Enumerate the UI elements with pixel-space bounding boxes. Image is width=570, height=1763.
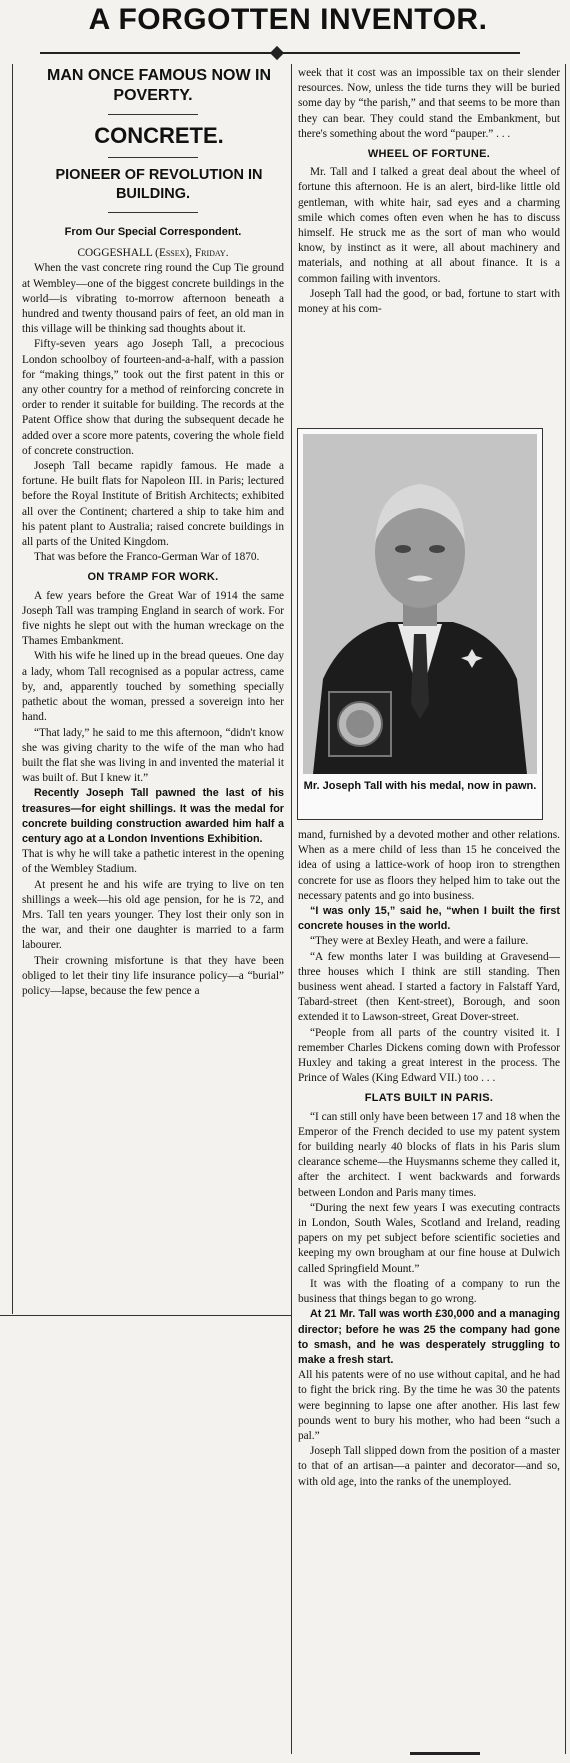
portrait-photo — [303, 434, 537, 774]
paragraph: That is why he will take a pathetic interest in the opening of the Wembley Stadium. — [22, 848, 284, 876]
center-column-rule — [291, 64, 292, 1754]
paragraph: week that it cost was an impossible tax on their slender resources. Now, unless the tide turns they will be buried some day by “the parish,” and that seems to be more than they can bear. They could stand the Embankment, but there's something about the word “pauper.” . . . — [298, 67, 560, 140]
paragraph: “That lady,” he said to me this afternoon, “didn't know she was giving charity to the wife of the man who had built the flat she was living in and invented the material it was built of. But I knew it.” — [22, 726, 284, 785]
paragraph: mand, furnished by a devoted mother and other relations. When as a mere child of less than 15 he conceived the idea of using a lattice-work of hoop iron to strengthen concrete for use as floors they helped him to take out the necessary patents and go into business. — [298, 829, 560, 902]
bold-paragraph: “I was only 15,” said he, “when I built the first concrete houses in the world. — [298, 905, 560, 933]
right-column-rule — [565, 64, 566, 1754]
byline: From Our Special Correspondent. — [64, 226, 242, 238]
paragraph: When the vast concrete ring round the Cup Tie ground at Wembley—one of the biggest concrete buildings in the world—is vibrating to-morrow afternoon beneath a hundred and twenty thousand pairs of feet, an old man in this village will be thinking sad thoughts about it. — [22, 262, 284, 336]
paragraph: Joseph Tall became rapidly famous. He made a fortune. He built flats for Napoleon III. in Paris; lectured before the Royal Institute of British Architects; exhibited all over the Continent; chartered a ship to take him and his patent plant to Australia; raised concrete buildings in all parts of the United Kingdom. — [22, 460, 284, 549]
deck-divider — [108, 212, 198, 213]
headline: A FORGOTTEN INVENTOR. — [88, 3, 488, 36]
subhead-wheel-of-fortune: WHEEL OF FORTUNE. — [367, 148, 491, 161]
paragraph: “During the next few years I was executing contracts in London, South Wales, Scotland and Ireland, reading papers on my pet subject before scientific societies and keeping my own brougham at our fine house at Dulwich called Springfield Mount.” — [298, 1201, 560, 1275]
dateline: COGGESHALL (Essex), Friday. — [77, 247, 229, 260]
paragraph: At present he and his wife are trying to live on ten shillings a week—his old age pension, for he is 72, and Mrs. Tall ten years younger. They lost their only son in the war, and their one daughter is married to a farm labourer. — [22, 878, 284, 952]
column-right-bottom — [298, 828, 560, 1748]
paragraph: “They were at Bexley Heath, and were a failure. — [310, 935, 529, 948]
paragraph: Mr. Tall and I talked a great deal about the wheel of fortune this afternoon. He is an alert, bird-like little old gentleman, with white hair, sad eyes and a charming smile which comes often even when he has to discuss himself. He struck me as the sort of man who would know, by instinct as it were, all about machinery and materials, and nothing at all about finance. It is a common failing with inventors. — [298, 166, 560, 285]
paragraph: “I can still only have been between 17 and 18 when the Emperor of the French decided to use my patent system for building nearly 40 blocks of flats in his Paris slum clearance scheme—the Huysmanns scheme they called it, after the architect. I went backwards and forwards between London and Paris many times. — [298, 1110, 560, 1199]
subhead-flats-built-in-paris: FLATS BUILT IN PARIS. — [364, 1092, 494, 1105]
bold-paragraph: Recently Joseph Tall pawned the last of his treasures—for eight shillings. It was the medal for concrete building construction awarded him half a century ago at a London Inventions Exhibition. — [22, 787, 284, 845]
deck-pioneer: PIONEER OF REVOLUTION IN BUILDING. — [55, 167, 263, 202]
paragraph: Joseph Tall slipped down from the position of a master to that of an artisan—a painter and decorator—and so, with old age, into the ranks of the unemployed. — [298, 1445, 560, 1488]
paragraph: That was before the Franco-German War of 1870. — [34, 551, 260, 564]
paragraph: It was with the floating of a company to run the business that things began to go wrong. — [298, 1277, 560, 1306]
paragraph: Their crowning misfortune is that they have been obliged to let their tiny life insurance policy—a “burial” policy—lapse, because the few pence a — [22, 954, 284, 997]
photo-frame — [297, 428, 543, 820]
paragraph: With his wife he lined up in the bread queues. One day a lady, whom Tall recognised as a popular actress, came by, and, apparently touched by something specially pathetic about the woman, pressed a sovereign into her hand. — [22, 650, 284, 724]
paragraph: Joseph Tall had the good, or bad, fortune to start with money at his com- — [298, 287, 560, 316]
subhead-on-tramp: ON TRAMP FOR WORK. — [87, 571, 219, 584]
column-right-top — [298, 66, 560, 422]
article-end-rule — [410, 1752, 480, 1755]
column-left — [22, 66, 284, 1312]
bold-paragraph: At 21 Mr. Tall was worth £30,000 and a managing director; before he was 25 the company had gone to smash, and he was desperately struggling to make a fresh start. — [298, 1308, 560, 1366]
paragraph: A few years before the Great War of 1914 the same Joseph Tall was tramping England in search of work. For five nights he slept out with the human wreckage on the Thames Embankment. — [22, 589, 284, 648]
deck-concrete: CONCRETE. — [94, 123, 224, 148]
photo-caption: Mr. Joseph Tall with his medal, now in pawn. — [303, 780, 537, 792]
paragraph: “A few months later I was building at Gravesend—three houses which I think are still standing. Then business went ahead. I started a factory in Falstaff Yard, Tabard-street (then Kent-street), Borough, and soon extended it to Lawson-street, Great Dover-street. — [298, 950, 560, 1024]
paragraph: All his patents were of no use without capital, and he had to fight the brick ring. By the time he was 30 the patents were beginning to lapse one after another. His last few pounds went to bury his mother, who had been “such a pal.” — [298, 1369, 560, 1442]
deck-man-once-famous: MAN ONCE FAMOUS NOW IN POVERTY. — [47, 67, 271, 104]
paragraph: Fifty-seven years ago Joseph Tall, a precocious London schoolboy of fourteen-and-a-half, with a passion for “making things,” took out the first patent in this or any other country for a method of reinforcing concrete in order to render it suitable for building. The records at the Patent Office show that during the subsequent decade he added over a score more patents, covering the whole field of concrete construction. — [22, 338, 284, 457]
deck-divider — [108, 157, 198, 158]
paragraph: “People from all parts of the country visited it. I remember Charles Dickens coming down with Professor Huxley and taking a great interest in the process. The Prince of Wales (King Edward VII.) too . . . — [298, 1026, 560, 1085]
left-column-bottom-rule — [0, 1315, 291, 1316]
left-column-rule — [12, 64, 13, 1314]
deck-divider — [108, 114, 198, 115]
headline-rule-ornament — [270, 46, 284, 60]
